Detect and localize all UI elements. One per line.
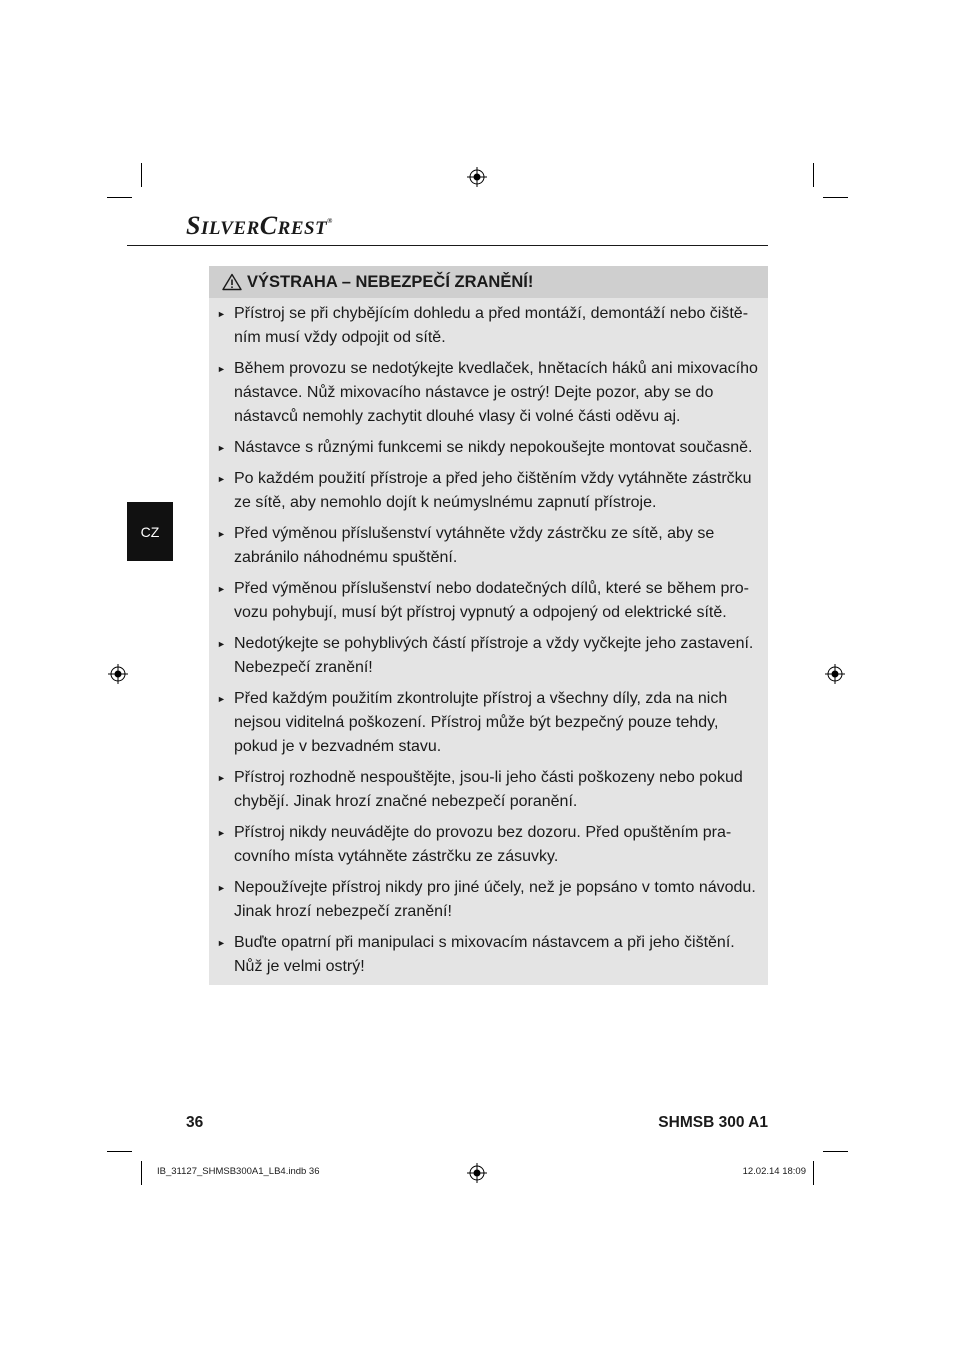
list-item — [209, 766, 768, 814]
registration-mark-icon — [825, 664, 845, 684]
list-item-line: nástavce. Nůž mixovacího nástavce je ostrý! Dejte pozor, aby se do — [234, 384, 714, 401]
warning-title: VÝSTRAHA – NEBEZPEČÍ ZRANĚNÍ! — [247, 272, 534, 291]
print-slug-file: IB_31127_SHMSB300A1_LB4.indb 36 — [157, 1166, 320, 1177]
crop-mark — [813, 163, 814, 187]
list-item-line: ním musí vždy odpojit od sítě. — [234, 329, 446, 346]
list-item-line: Nedotýkejte se pohyblivých částí přístroje a vždy vyčkejte jeho zastavení. — [234, 635, 754, 652]
silvercrest-logo: SILVERCREST® — [186, 211, 333, 240]
bullet-arrow-icon: ► — [217, 584, 226, 594]
bullet-arrow-icon: ► — [217, 529, 226, 539]
list-item-line: vozu pohybují, musí být přístroj vypnutý a odpojený od elektrické sítě. — [234, 604, 727, 621]
warning-header — [209, 266, 768, 298]
warning-triangle-icon — [222, 273, 242, 291]
list-item-line: Přístroj nikdy neuvádějte do provozu bez dozoru. Před opuštěním pra- — [234, 824, 732, 841]
header-rule — [127, 245, 768, 246]
list-item-line: Přístroj rozhodně nespouštějte, jsou-li jeho části poškozeny nebo pokud — [234, 769, 743, 786]
crop-mark — [141, 1161, 142, 1185]
model-number: SHMSB 300 A1 — [658, 1114, 768, 1131]
registration-mark-icon — [108, 664, 128, 684]
crop-mark — [813, 1161, 814, 1185]
list-item-line: pokud je v bezvadném stavu. — [234, 738, 442, 755]
list-item-line: nástavců nemohly zachytit dlouhé vlasy či volné části oděvu aj. — [234, 408, 681, 425]
page-number: 36 — [186, 1114, 204, 1131]
list-item-line: Před výměnou příslušenství nebo dodatečných dílů, které se během pro- — [234, 580, 749, 597]
list-item — [209, 467, 768, 515]
bullet-arrow-icon: ► — [217, 694, 226, 704]
print-slug-date: 12.02.14 18:09 — [742, 1166, 806, 1177]
list-item-line: chybějí. Jinak hrozí značné nebezpečí poranění. — [234, 793, 578, 810]
list-item-line: Po každém použití přístroje a před jeho čištěním vždy vytáhněte zástrčku — [234, 470, 752, 487]
warning-box — [209, 266, 768, 985]
bullet-arrow-icon: ► — [217, 938, 226, 948]
bullet-arrow-icon: ► — [217, 639, 226, 649]
list-item — [209, 632, 768, 680]
list-item — [209, 687, 768, 759]
list-item-line: Nebezpečí zranění! — [234, 659, 373, 676]
crop-mark — [823, 197, 848, 198]
list-item-line: zabránilo náhodnému spuštění. — [234, 549, 458, 566]
list-item-line: Nástavce s různými funkcemi se nikdy nepokoušejte montovat současně. — [234, 439, 753, 456]
list-item — [209, 302, 768, 350]
list-item-line: Během provozu se nedotýkejte kvedlaček, hnětacích háků ani mixovacího — [234, 360, 758, 377]
list-item-line: Nůž je velmi ostrý! — [234, 958, 365, 975]
language-tab — [127, 502, 173, 561]
bullet-arrow-icon: ► — [217, 883, 226, 893]
crop-mark — [107, 197, 132, 198]
list-item-line: ze sítě, aby nemohlo dojít k neúmyslnému zapnutí přístroje. — [234, 494, 657, 511]
list-item — [209, 522, 768, 570]
list-item-line: Před každým použitím zkontrolujte přístroj a všechny díly, zda na nich — [234, 690, 728, 707]
list-item-line: Před výměnou příslušenství vytáhněte vždy zástrčku ze sítě, aby se — [234, 525, 715, 542]
list-item-line: Jinak hrozí nebezpečí zranění! — [234, 903, 452, 920]
list-item — [209, 577, 768, 625]
language-tab-label: CZ — [140, 523, 160, 540]
crop-mark — [823, 1151, 848, 1152]
bullet-arrow-icon: ► — [217, 474, 226, 484]
list-item — [209, 821, 768, 869]
list-item — [209, 357, 768, 429]
crop-mark — [107, 1151, 132, 1152]
registration-mark-icon — [467, 167, 487, 187]
warning-list — [209, 302, 768, 986]
bullet-arrow-icon: ► — [217, 443, 226, 453]
list-item — [209, 436, 768, 460]
crop-mark — [141, 163, 142, 187]
bullet-arrow-icon: ► — [217, 773, 226, 783]
list-item-line: Nepoužívejte přístroj nikdy pro jiné účely, než je popsáno v tomto návodu. — [234, 879, 756, 896]
list-item-line: nejsou viditelná poškození. Přístroj může být bezpečný pouze tehdy, — [234, 714, 719, 731]
bullet-arrow-icon: ► — [217, 309, 226, 319]
list-item-line: Přístroj se při chybějícím dohledu a před montáží, demontáží nebo čiště- — [234, 305, 749, 322]
bullet-arrow-icon: ► — [217, 828, 226, 838]
list-item-line: Buďte opatrní při manipulaci s mixovacím nástavcem a při jeho čištění. — [234, 934, 735, 951]
list-item-line: covního místa vytáhněte zástrčku ze zásuvky. — [234, 848, 559, 865]
list-item — [209, 931, 768, 979]
bullet-arrow-icon: ► — [217, 364, 226, 374]
list-item — [209, 876, 768, 924]
registration-mark-icon — [467, 1163, 487, 1183]
